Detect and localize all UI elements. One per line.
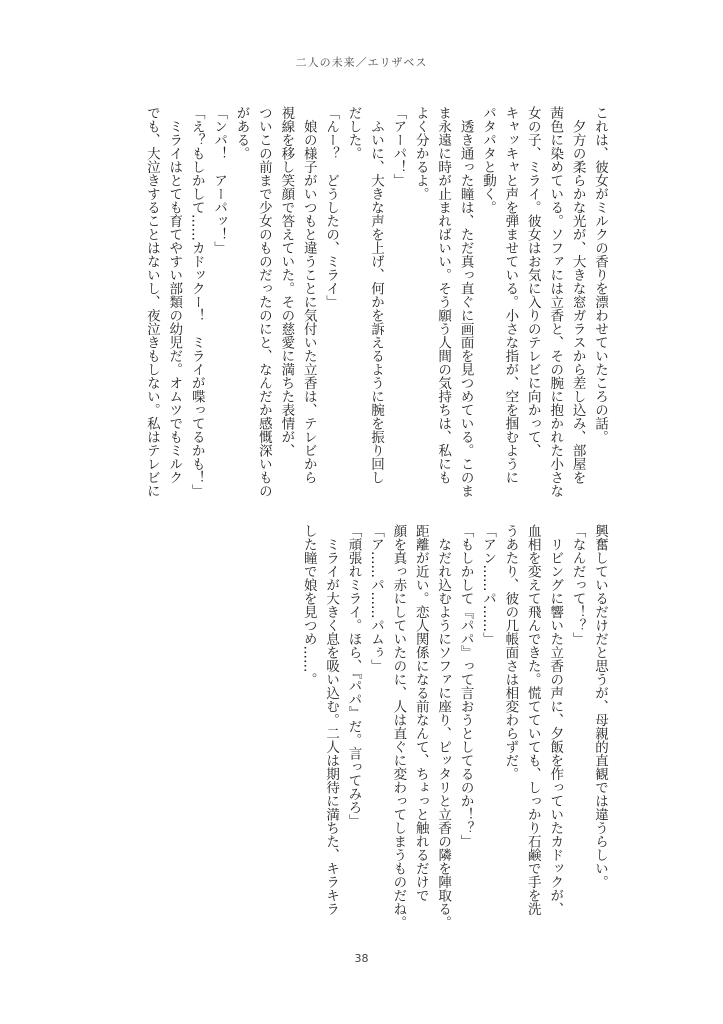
text-line: 茜色に染めている。ソファには立香と、その腕に抱かれた小さな xyxy=(547,106,564,498)
text-line: 血相を変えて飛んできた。慌てていても、しっかり石鹸で手を洗 xyxy=(524,524,541,916)
text-line: よく分かるよ。 xyxy=(412,106,429,201)
text-block-lower xyxy=(297,524,611,939)
text-line: 娘の様子がいつもと違うことに気付いた立香は、テレビから xyxy=(300,106,317,484)
text-line: なだれ込むようにソファに座り、ピッタリと立香の隣を陣取る。 xyxy=(435,524,452,929)
text-line: だした。 xyxy=(345,106,362,160)
page-number: 38 xyxy=(354,952,369,965)
text-line: 視線を移し笑顔で答えていた。その慈愛に満ちた表情が、 xyxy=(278,106,295,457)
text-line: パタパタと動く。 xyxy=(479,106,496,214)
text-line: リビングに響いた立香の声に、夕飯を作っていたカドックが、 xyxy=(547,524,564,916)
text-block-upper xyxy=(140,106,611,511)
text-line: ま永遠に時が止まればいい。そう願う人間の気持ちは、私にも xyxy=(435,106,452,484)
text-line: した瞳で娘を見つめ……。 xyxy=(300,524,317,686)
text-line: 「ア……パ……パムぅ」 xyxy=(367,524,384,673)
text-line: 「もしかして『パパ』って言おうとしてるのか！？」 xyxy=(457,524,474,848)
text-line: これは、彼女がミルクの香りを漂わせていたころの話。 xyxy=(592,106,608,444)
text-line: 「なんだって！？」 xyxy=(569,524,586,646)
text-line: でも、大泣きすることはないし、夜泣きもしない。私はテレビに xyxy=(143,106,160,498)
text-line: 「アーパ！」 xyxy=(390,106,407,187)
text-line: 「ンパ！ アーパッ！」 xyxy=(211,106,228,255)
text-line: 「頑張れミライ。ほら、『パパ』だ。言ってみろ」 xyxy=(345,524,362,828)
text-line: 透き通った瞳は、ただ真っ直ぐに画面を見つめている。このま xyxy=(457,106,474,498)
text-line: ついこの前まで少女のものだったのにと、なんだか感慨深いもの xyxy=(255,106,272,498)
text-line: 「え？もしかして……カドックー！ ミライが喋ってるかも！」 xyxy=(188,106,205,498)
text-line: ミライが大きく息を吸い込む。二人は期待に満ちた、キラキラ xyxy=(323,524,340,916)
text-line: 女の子、ミライ。彼女はお気に入りのテレビに向かって、 xyxy=(524,106,541,457)
text-line: 興奮しているだけだと思うが、母親的直観では違うらしい。 xyxy=(592,524,608,889)
text-line: ミライはとても育てやすい部類の幼児だ。オムツでもミルク xyxy=(166,106,183,484)
text-line: キャッキャと声を弾ませている。小さな指が、空を掴むように xyxy=(502,106,519,484)
text-line: 夕方の柔らかな光が、大きな窓ガラスから差し込み、部屋を xyxy=(569,106,586,484)
text-line: ふいに、大きな声を上げ、何かを訴えるように腕を振り回し xyxy=(367,106,384,484)
text-line: 距離が近い。恋人関係になる前なんて、ちょっと触れるだけで xyxy=(412,524,429,902)
text-line: がある。 xyxy=(233,106,250,160)
text-line: うあたり、彼の几帳面さは相変わらずだ。 xyxy=(502,524,519,781)
text-line: 「んー？ どうしたの、ミライ」 xyxy=(323,106,340,309)
text-line: 顔を真っ赤にしていたのに、人は直ぐに変わってしまうものだね。 xyxy=(390,524,407,929)
text-line: 「アン……パ……」 xyxy=(479,524,496,646)
running-header: 二人の未来／エリザベス xyxy=(295,56,428,69)
